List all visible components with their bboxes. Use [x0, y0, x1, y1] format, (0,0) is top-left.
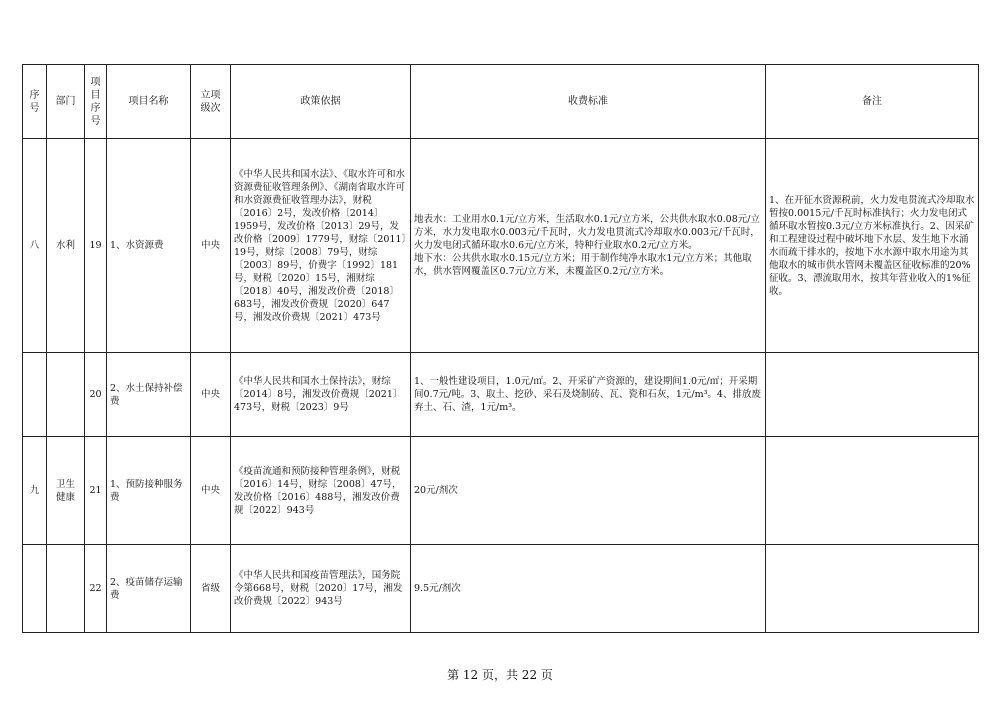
header-standard: 收费标准 — [411, 65, 766, 139]
row-standard: 20元/剂次 — [411, 437, 766, 545]
row-policy: 《中华人民共和国水法》、《取水许可和水资源费征收管理条例》、《湖南省取水许可和水资源费征收管理办法》，财税〔2016〕2号，发改价格〔2014〕1959号，发改价格〔2013〕29号，发改价格〔2009〕1779号，财综〔2011〕19号，财综〔2008〕79号，财综〔2003〕89号，价费字〔1992〕181号，财税〔2020〕15号，湘财综〔2018〕40号，湘发改价费〔2018〕683号，湘发改价费规〔2020〕647号，湘发改价费规〔2021〕473号 — [231, 139, 411, 353]
header-no: 序 号 — [23, 65, 47, 139]
row-standard: 地表水：工业用水0.1元/立方米，生活取水0.1元/立方米，公共供水取水0.08元/立方米，水力发电取水0.003元/千瓦时，火力发电贯流式冷却取水0.003元/千瓦时，火力发电闭式循环取水0.6元/立方米，特种行业取水0.2元/立方米。 地下水：公共供水取水0.15元/立方米；用于制作纯净水取水1元/立方米；其他取水，供水管网覆盖区0.7元/立方米，未覆盖区0.2元/立方米。 — [411, 139, 766, 353]
header-remark: 备注 — [766, 65, 979, 139]
row-level: 中央 — [191, 139, 231, 353]
row-policy: 《中华人民共和国水土保持法》，财综〔2014〕8号，湘发改价费规〔2021〕473号，财税〔2023〕9号 — [231, 353, 411, 437]
header-item-no: 项 目 序 号 — [85, 65, 107, 139]
header-row — [23, 65, 979, 139]
row-name: 1、预防接种服务费 — [107, 437, 191, 545]
header-dept: 部门 — [47, 65, 85, 139]
row-level: 中央 — [191, 353, 231, 437]
row-remark — [766, 353, 979, 437]
row-no — [23, 545, 47, 633]
row-level: 中央 — [191, 437, 231, 545]
row-remark — [766, 437, 979, 545]
row-dept — [47, 545, 85, 633]
fee-table — [22, 64, 979, 633]
row-remark: 1、在开征水资源税前，火力发电贯流式冷却取水暂按0.0015元/千瓦时标准执行；火力发电闭式循环取水暂按0.3元/立方米标准执行。2、因采矿和工程建设过程中破坏地下水层、发生地下水涌水而疏干排水的，按地下水水源中取水用途为其他取水的城市供水管网未覆盖区征收标准的20%征收。3、漂流取用水，按其年营业收入的1%征收。 — [766, 139, 979, 353]
row-name: 2、水土保持补偿费 — [107, 353, 191, 437]
table-row — [23, 353, 979, 437]
row-no: 九 — [23, 437, 47, 545]
page-footer: 第 12 页，共 22 页 — [447, 668, 553, 682]
row-standard: 1、一般性建设项目，1.0元/㎡。2、开采矿产资源的，建设期间1.0元/㎡；开采期间0.7元/吨。3、取土、挖砂、采石及烧制砖、瓦、瓷和石灰，1元/m³。4、排放废弃土、石、渣，1元/m³。 — [411, 353, 766, 437]
row-name: 1、水资源费 — [107, 139, 191, 353]
row-item-no: 20 — [85, 353, 107, 437]
row-policy: 《中华人民共和国疫苗管理法》，国务院令第668号，财税〔2020〕17号，湘发改价费规〔2022〕943号 — [231, 545, 411, 633]
row-dept: 卫生 健康 — [47, 437, 85, 545]
row-dept — [47, 353, 85, 437]
header-level: 立项 级次 — [191, 65, 231, 139]
row-name: 2、疫苗储存运输费 — [107, 545, 191, 633]
header-name: 项目名称 — [107, 65, 191, 139]
table-row — [23, 139, 979, 353]
row-dept: 水利 — [47, 139, 85, 353]
table-row — [23, 437, 979, 545]
row-item-no: 22 — [85, 545, 107, 633]
row-no: 八 — [23, 139, 47, 353]
row-level: 省级 — [191, 545, 231, 633]
row-item-no: 21 — [85, 437, 107, 545]
row-item-no: 19 — [85, 139, 107, 353]
row-no — [23, 353, 47, 437]
header-policy: 政策依据 — [231, 65, 411, 139]
row-remark — [766, 545, 979, 633]
row-standard: 9.5元/剂次 — [411, 545, 766, 633]
table-row — [23, 545, 979, 633]
row-policy: 《疫苗流通和预防接种管理条例》，财税〔2016〕14号，财综〔2008〕47号，发改价格〔2016〕488号，湘发改价费规〔2022〕943号 — [231, 437, 411, 545]
